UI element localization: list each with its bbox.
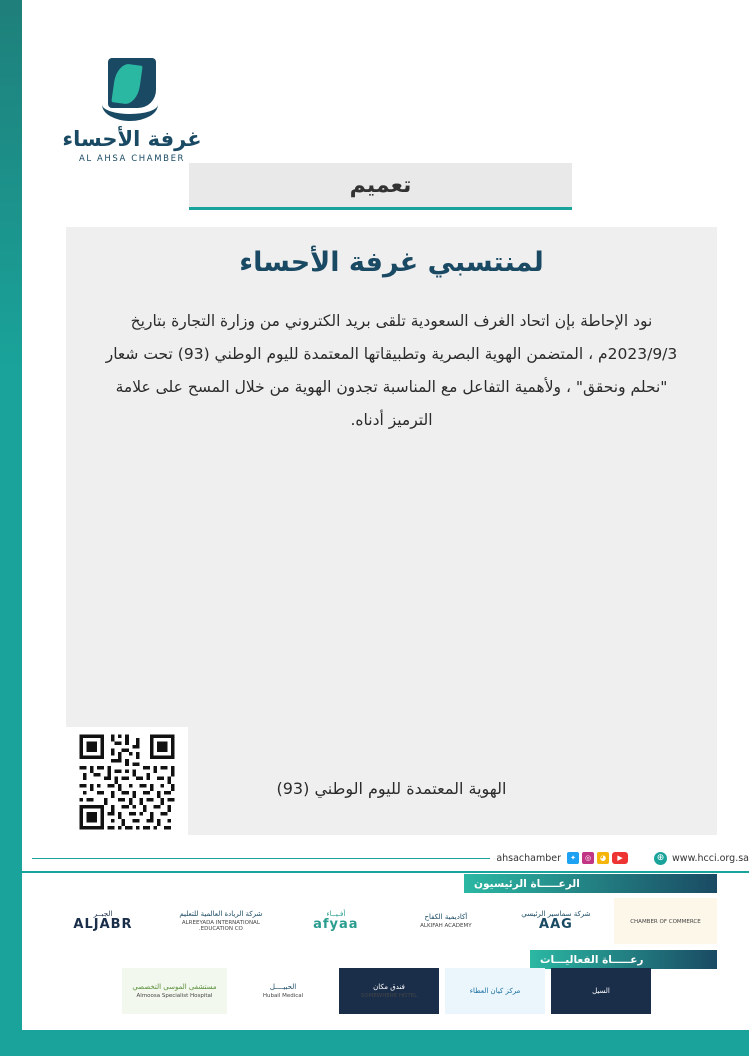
sponsor-alkifah-academy-english: ALKIFAH ACADEMY [420, 922, 472, 929]
sponsor-alreeyada-arabic: شركة الريادة العالمية للتعليم [179, 909, 263, 918]
logo-english-name: AL AHSA CHAMBER [78, 154, 186, 164]
sponsor-aag-arabic: شركة سماسير الرئيسي [521, 909, 591, 918]
sponsor-afyaa-arabic: أفـيــاء [326, 909, 346, 918]
website-link[interactable] [654, 852, 749, 865]
left-accent-bar [0, 0, 22, 1056]
globe-icon: ⊕ [654, 852, 667, 865]
instagram-icon[interactable]: ◎ [582, 852, 594, 864]
website-url: www.hcci.org.sa [672, 852, 749, 864]
sponsor-afyaa-english: afyaa [313, 916, 359, 932]
sponsor-alreeyada-english: ALREEYADA INTERNATIONAL EDUCATION CO. [181, 919, 260, 933]
headline: لمنتسبي غرفة الأحساء [239, 247, 544, 278]
document-title-bar [189, 163, 572, 210]
social-icons [567, 852, 628, 864]
body-panel [66, 227, 717, 757]
sponsor-almoosa-hospital-arabic: مستشفى الموسى التخصصي [132, 982, 217, 991]
chamber-leaf-logo-icon [100, 58, 164, 120]
main-sponsors-header: الرعـــــاة الرئيسيون [464, 874, 717, 893]
sponsor-somewhere-hotel-english: SOMEWHERE HOTEL [360, 992, 418, 999]
contact-strip [22, 845, 749, 873]
sponsor-aljabr [48, 898, 158, 944]
bottom-accent-bar [0, 1030, 749, 1056]
sponsor-aag [504, 898, 608, 944]
sponsor-alkifah-academy-arabic: أكاديمية الكفاح [424, 912, 468, 921]
sponsor-chamber-emblem-english: CHAMBER OF COMMERCE [630, 918, 701, 925]
twitter-icon[interactable]: ✦ [567, 852, 579, 864]
main-sponsors-row [48, 898, 717, 944]
sponsor-kayan-alatta-arabic: مركز كيان العطاء [469, 986, 521, 995]
sponsor-chamber-emblem [614, 898, 717, 944]
sponsor-alreeyada [164, 898, 278, 944]
page-title: تعميم [349, 172, 412, 198]
chamber-logo [52, 58, 212, 164]
sponsor-alkifah-academy [394, 898, 498, 944]
sponsor-aljabr-english: ALJABR [73, 916, 133, 932]
qr-caption: الهوية المعتمدة لليوم الوطني (93) [276, 779, 507, 798]
strip-divider [32, 858, 490, 859]
youtube-icon[interactable]: ▶ [612, 852, 628, 864]
sponsor-aag-english: AAG [539, 916, 573, 932]
sponsor-somewhere-hotel [339, 968, 439, 1014]
qr-code-icon[interactable] [66, 727, 188, 837]
sponsor-alhubail-medical [233, 968, 333, 1014]
sponsor-kayan-alatta [445, 968, 545, 1014]
social-handle: ahsachamber [496, 852, 562, 864]
sponsor-alhubail-medical-arabic: الحبيــــل [269, 982, 297, 991]
sponsor-afyaa [284, 898, 388, 944]
sponsor-almoosa-hospital-english: Almoosa Specialist Hospital [136, 992, 213, 999]
logo-arabic-name: غرفة الأحساء [62, 127, 202, 151]
body-paragraph: نود الإحاطة بإن اتحاد الغرف السعودية تلقى بريد الكتروني من وزارة التجارة بتاريخ 2023/9/3م ، المتضمن الهوية البصرية وتطبيقاتها المعتمدة لليوم الوطني (93) تحت شعار "نحلم ونحقق" ، ولأهمية التفاعل مع المناسبة تجدون الهوية من خلال المسح على علامة الترميز أدناه. [105, 312, 678, 429]
sponsor-alsail [551, 968, 651, 1014]
sponsor-alhubail-medical-english: Hubail Medical [262, 992, 304, 999]
sponsor-almoosa-hospital [122, 968, 227, 1014]
sponsor-aljabr-arabic: الجبــر [93, 909, 113, 918]
snapchat-icon[interactable]: ◕ [597, 852, 609, 864]
sponsor-alsail-arabic: السيل [592, 986, 610, 995]
events-sponsors-row [116, 968, 651, 1014]
sponsor-somewhere-hotel-arabic: فندق مكان [373, 982, 405, 991]
events-sponsors-header: رعـــــاة الفعاليـــات [530, 950, 717, 969]
